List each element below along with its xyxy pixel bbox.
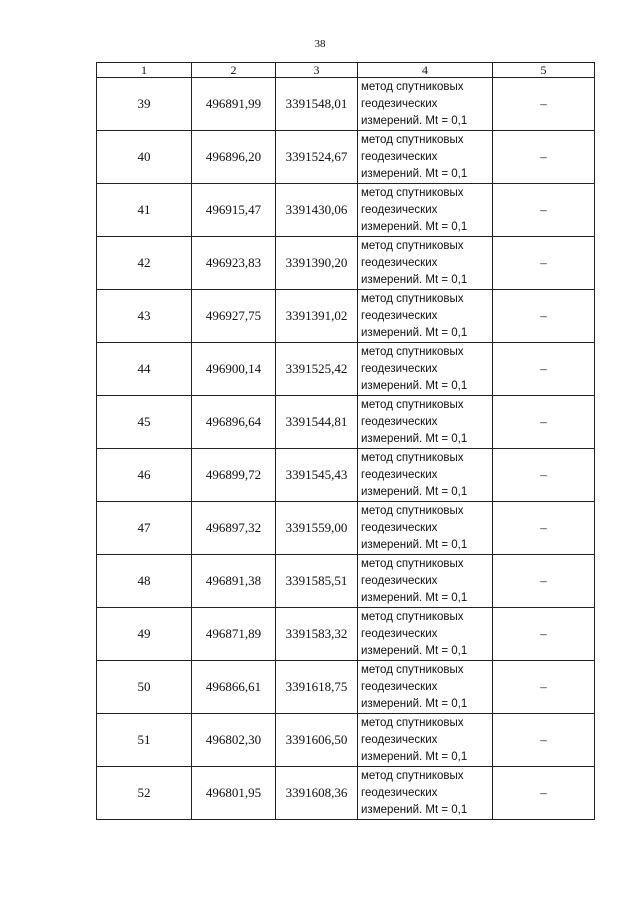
point-number-cell: 50 [97,661,192,714]
method-cell [358,608,493,661]
y-coordinate-cell: 3391544,81 [276,396,358,449]
point-number-cell: 46 [97,449,192,502]
table-row [97,608,595,661]
note-cell: – [493,661,595,714]
point-number-cell: 48 [97,555,192,608]
method-line: измерений. Mt = 0,1 [361,538,468,551]
method-cell [358,131,493,184]
table-row [97,661,595,714]
method-line: измерений. Mt = 0,1 [361,273,468,286]
method-line: метод спутниковых [361,398,464,411]
method-line: геодезических [361,309,438,322]
method-line: метод спутниковых [361,663,464,676]
method-cell [358,290,493,343]
note-cell: – [493,449,595,502]
y-coordinate-cell: 3391608,36 [276,767,358,820]
note-cell: – [493,767,595,820]
method-line: измерений. Mt = 0,1 [361,114,468,127]
method-cell [358,661,493,714]
x-coordinate-cell: 496891,38 [192,555,276,608]
note-cell: – [493,555,595,608]
note-cell: – [493,290,595,343]
method-line: измерений. Mt = 0,1 [361,167,468,180]
y-coordinate-cell: 3391430,06 [276,184,358,237]
point-number-cell: 41 [97,184,192,237]
method-cell [358,237,493,290]
column-header-4: 4 [358,63,493,78]
method-line: геодезических [361,256,438,269]
point-number-cell: 45 [97,396,192,449]
method-line: метод спутниковых [361,769,464,782]
method-cell [358,502,493,555]
note-cell: – [493,396,595,449]
x-coordinate-cell: 496923,83 [192,237,276,290]
x-coordinate-cell: 496927,75 [192,290,276,343]
method-line: метод спутниковых [361,557,464,570]
x-coordinate-cell: 496871,89 [192,608,276,661]
note-cell: – [493,343,595,396]
page-number: 38 [314,38,326,50]
method-cell [358,555,493,608]
y-coordinate-cell: 3391545,43 [276,449,358,502]
method-line: метод спутниковых [361,610,464,623]
y-coordinate-cell: 3391583,32 [276,608,358,661]
method-line: измерений. Mt = 0,1 [361,379,468,392]
method-line: измерений. Mt = 0,1 [361,326,468,339]
point-number-cell: 42 [97,237,192,290]
point-number-cell: 52 [97,767,192,820]
y-coordinate-cell: 3391606,50 [276,714,358,767]
x-coordinate-cell: 496900,14 [192,343,276,396]
x-coordinate-cell: 496801,95 [192,767,276,820]
y-coordinate-cell: 3391585,51 [276,555,358,608]
method-line: геодезических [361,97,438,110]
method-line: геодезических [361,521,438,534]
method-line: геодезических [361,627,438,640]
table-header-row [97,63,595,78]
method-line: геодезических [361,786,438,799]
y-coordinate-cell: 3391618,75 [276,661,358,714]
table-row [97,343,595,396]
x-coordinate-cell: 496915,47 [192,184,276,237]
y-coordinate-cell: 3391548,01 [276,78,358,131]
method-line: метод спутниковых [361,80,464,93]
method-line: метод спутниковых [361,292,464,305]
table-body [97,78,595,820]
y-coordinate-cell: 3391525,42 [276,343,358,396]
table-row [97,237,595,290]
table-row [97,290,595,343]
method-cell [358,396,493,449]
method-cell [358,78,493,131]
y-coordinate-cell: 3391391,02 [276,290,358,343]
table-row [97,131,595,184]
method-line: геодезических [361,415,438,428]
method-line: измерений. Mt = 0,1 [361,803,468,816]
table-row [97,396,595,449]
note-cell: – [493,714,595,767]
method-line: измерений. Mt = 0,1 [361,750,468,763]
method-line: измерений. Mt = 0,1 [361,220,468,233]
table-row [97,555,595,608]
point-number-cell: 44 [97,343,192,396]
method-cell [358,714,493,767]
method-line: метод спутниковых [361,451,464,464]
method-line: геодезических [361,150,438,163]
method-line: измерений. Mt = 0,1 [361,485,468,498]
method-line: метод спутниковых [361,133,464,146]
method-line: измерений. Mt = 0,1 [361,432,468,445]
table-row [97,449,595,502]
method-line: метод спутниковых [361,504,464,517]
x-coordinate-cell: 496866,61 [192,661,276,714]
y-coordinate-cell: 3391390,20 [276,237,358,290]
method-cell [358,767,493,820]
method-line: измерений. Mt = 0,1 [361,697,468,710]
point-number-cell: 43 [97,290,192,343]
method-line: измерений. Mt = 0,1 [361,644,468,657]
table-row [97,78,595,131]
method-line: геодезических [361,203,438,216]
point-number-cell: 39 [97,78,192,131]
method-cell [358,184,493,237]
point-number-cell: 51 [97,714,192,767]
method-line: измерений. Mt = 0,1 [361,591,468,604]
coordinates-table [96,62,595,820]
table-row [97,767,595,820]
method-cell [358,449,493,502]
method-line: геодезических [361,733,438,746]
method-line: метод спутниковых [361,716,464,729]
table-row [97,502,595,555]
x-coordinate-cell: 496897,32 [192,502,276,555]
y-coordinate-cell: 3391524,67 [276,131,358,184]
method-line: геодезических [361,362,438,375]
method-line: геодезических [361,468,438,481]
column-header-2: 2 [192,63,276,78]
method-line: метод спутниковых [361,186,464,199]
method-line: геодезических [361,680,438,693]
point-number-cell: 47 [97,502,192,555]
note-cell: – [493,131,595,184]
note-cell: – [493,608,595,661]
table-row [97,184,595,237]
x-coordinate-cell: 496896,64 [192,396,276,449]
y-coordinate-cell: 3391559,00 [276,502,358,555]
x-coordinate-cell: 496896,20 [192,131,276,184]
method-line: метод спутниковых [361,239,464,252]
note-cell: – [493,78,595,131]
column-header-5: 5 [493,63,595,78]
method-line: геодезических [361,574,438,587]
column-header-1: 1 [97,63,192,78]
note-cell: – [493,237,595,290]
x-coordinate-cell: 496802,30 [192,714,276,767]
note-cell: – [493,502,595,555]
method-line: метод спутниковых [361,345,464,358]
x-coordinate-cell: 496891,99 [192,78,276,131]
column-header-3: 3 [276,63,358,78]
table-row [97,714,595,767]
point-number-cell: 49 [97,608,192,661]
method-cell [358,343,493,396]
x-coordinate-cell: 496899,72 [192,449,276,502]
point-number-cell: 40 [97,131,192,184]
note-cell: – [493,184,595,237]
